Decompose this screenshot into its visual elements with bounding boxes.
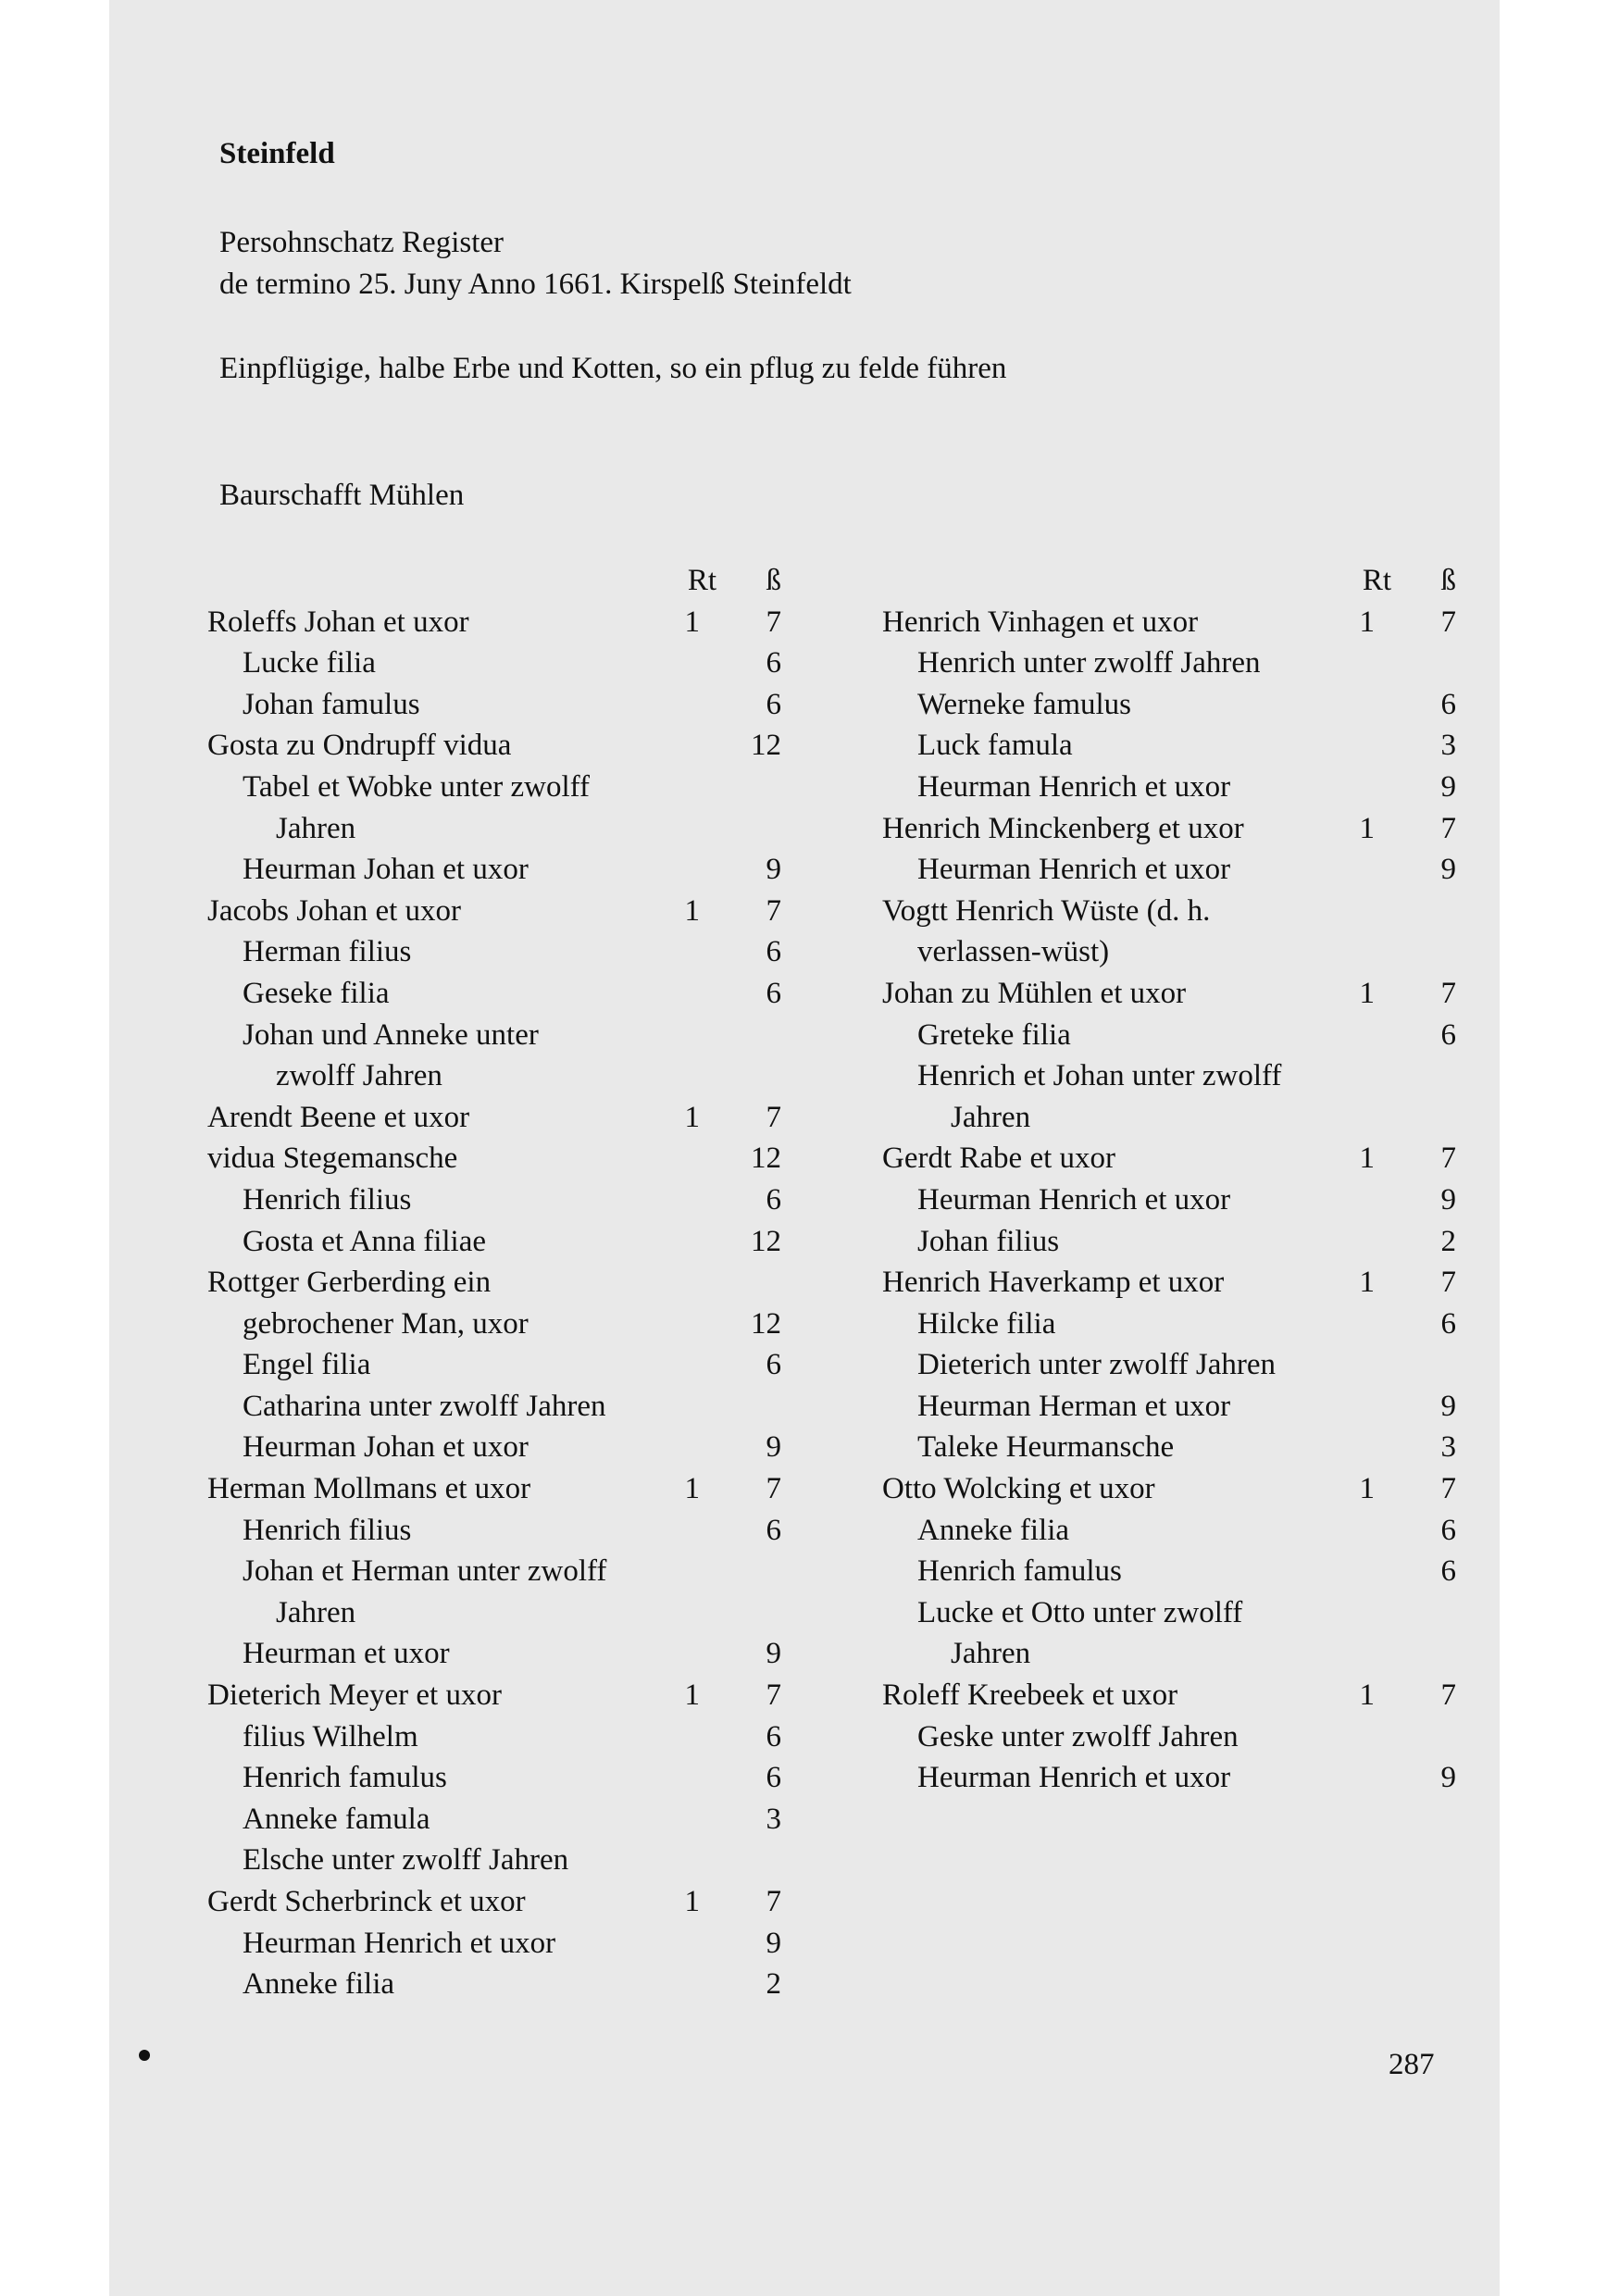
entry-name: Tabel et Wobke unter zwolff: [243, 769, 591, 804]
register-row: [207, 849, 781, 891]
schilling-value: 7: [1440, 1266, 1456, 1300]
register-row: [882, 602, 1456, 643]
schilling-value: 9: [1440, 1389, 1456, 1423]
entry-name: Heurman Johan et uxor: [243, 853, 529, 887]
entry-name: Henrich filius: [243, 1513, 412, 1547]
schilling-value: 7: [1440, 1678, 1456, 1713]
register-row: [882, 1757, 1456, 1799]
entry-name: Heurman et uxor: [243, 1637, 450, 1671]
schilling-value: 6: [766, 1513, 781, 1547]
register-row: [882, 767, 1456, 808]
register-row: [207, 1262, 781, 1304]
register-row: [207, 602, 781, 643]
register-row: [207, 1468, 781, 1510]
register-row: [882, 1468, 1456, 1510]
schilling-value: 6: [766, 1761, 781, 1795]
schilling-value: 6: [1440, 1306, 1456, 1341]
column-header: [882, 560, 1456, 602]
entry-name: Johan et Herman unter zwolff: [243, 1554, 607, 1589]
register-row: [207, 1221, 781, 1263]
page-number: 287: [1389, 2048, 1435, 2081]
entry-name: Henrich unter zwolff Jahren: [917, 646, 1261, 680]
schilling-value: 9: [766, 853, 781, 887]
schilling-header: ß: [766, 564, 781, 597]
entry-name: Henrich Minckenberg et uxor: [882, 811, 1244, 845]
entry-name: Elsche unter zwolff Jahren: [243, 1843, 569, 1878]
entry-name: Jahren: [951, 1100, 1031, 1134]
register-row: [882, 1344, 1456, 1386]
register-row: [882, 643, 1456, 684]
schilling-value: 12: [751, 1224, 781, 1258]
register-row: [207, 684, 781, 726]
entry-name: Anneke famula: [243, 1802, 430, 1836]
register-row: [882, 1015, 1456, 1056]
schilling-value: 6: [1440, 1017, 1456, 1052]
entry-name: Heurman Henrich et uxor: [917, 853, 1231, 887]
schilling-value: 7: [1440, 605, 1456, 639]
rt-value: 1: [684, 1100, 700, 1134]
schilling-value: 12: [751, 1306, 781, 1341]
rt-value: 1: [1359, 976, 1375, 1010]
register-row: [882, 1179, 1456, 1221]
rt-value: 1: [1359, 811, 1375, 845]
entry-name: vidua Stegemansche: [207, 1142, 458, 1176]
rt-value: 1: [1359, 605, 1375, 639]
entry-name: filius Wilhelm: [243, 1719, 418, 1753]
register-row: [207, 1138, 781, 1179]
entry-name: Luck famula: [917, 729, 1073, 763]
register-row: [882, 1551, 1456, 1592]
register-row: [882, 1716, 1456, 1758]
register-row: [882, 1221, 1456, 1263]
register-row: [207, 1427, 781, 1468]
schilling-value: 2: [1440, 1224, 1456, 1258]
register-row: [882, 1386, 1456, 1428]
schilling-value: 2: [766, 1967, 781, 2002]
schilling-value: 9: [766, 1430, 781, 1465]
register-row: [207, 1840, 781, 1881]
entry-name: Gosta et Anna filiae: [243, 1224, 487, 1258]
schilling-value: 7: [1440, 1472, 1456, 1506]
page-heading: Steinfeld: [219, 137, 335, 170]
schilling-value: 6: [766, 1348, 781, 1382]
section-title: Baurschafft Mühlen: [219, 479, 465, 512]
register-row: [882, 1138, 1456, 1179]
register-row: [207, 1964, 781, 2005]
entry-name: Anneke filia: [917, 1513, 1070, 1547]
schilling-value: 9: [1440, 1761, 1456, 1795]
rt-value: 1: [684, 1472, 700, 1506]
register-row: [882, 1427, 1456, 1468]
schilling-value: 9: [766, 1637, 781, 1671]
schilling-value: 7: [766, 1885, 781, 1918]
schilling-value: 6: [1440, 1513, 1456, 1547]
rt-header: Rt: [687, 564, 716, 597]
entry-name: Johan zu Mühlen et uxor: [882, 976, 1187, 1010]
register-row: [207, 725, 781, 767]
entry-name: Roleffs Johan et uxor: [207, 605, 469, 639]
register-row: [207, 973, 781, 1015]
register-row: [207, 1592, 781, 1634]
schilling-value: 3: [1440, 1430, 1456, 1465]
register-row: [882, 1633, 1456, 1675]
register-row: [207, 1757, 781, 1799]
entry-name: Henrich famulus: [917, 1554, 1122, 1589]
register-row: [207, 1675, 781, 1716]
entry-name: Heurman Henrich et uxor: [917, 1761, 1231, 1795]
register-row: [882, 1304, 1456, 1345]
register-row: [882, 1675, 1456, 1716]
register-row: [207, 1510, 781, 1552]
register-row: [207, 643, 781, 684]
entry-name: Engel filia: [243, 1348, 371, 1382]
rt-value: 1: [1359, 1142, 1375, 1176]
register-row: [882, 1592, 1456, 1634]
right-column: [882, 560, 1456, 1799]
entry-name: Dieterich unter zwolff Jahren: [917, 1348, 1276, 1382]
register-row: [882, 808, 1456, 850]
entry-name: Werneke famulus: [917, 687, 1131, 721]
register-title: Persohnschatz Register: [219, 226, 505, 259]
register-row: [207, 1304, 781, 1345]
register-row: [882, 1055, 1456, 1097]
entry-name: Henrich filius: [243, 1182, 412, 1217]
register-row: [207, 767, 781, 808]
entry-name: Lucke filia: [243, 646, 376, 680]
entry-name: Johan filius: [917, 1224, 1060, 1258]
register-row: [207, 1015, 781, 1056]
register-row: [207, 1179, 781, 1221]
entry-name: Henrich Vinhagen et uxor: [882, 605, 1199, 639]
entry-name: Henrich Haverkamp et uxor: [882, 1266, 1225, 1300]
entry-name: Dieterich Meyer et uxor: [207, 1678, 502, 1713]
entry-name: gebrochener Man, uxor: [243, 1306, 529, 1341]
schilling-value: 9: [1440, 853, 1456, 887]
left-column: [207, 560, 781, 2005]
schilling-value: 12: [751, 1142, 781, 1176]
schilling-value: 6: [766, 687, 781, 721]
schilling-value: 6: [766, 646, 781, 680]
entry-name: Johan famulus: [243, 687, 420, 721]
register-row: [882, 725, 1456, 767]
entry-name: Roleff Kreebeek et uxor: [882, 1678, 1178, 1713]
schilling-value: 7: [766, 1472, 781, 1506]
entry-name: Henrich et Johan unter zwolff: [917, 1059, 1282, 1093]
entry-name: verlassen-wüst): [917, 935, 1110, 969]
register-row: [207, 1344, 781, 1386]
entry-name: Jahren: [276, 811, 356, 845]
schilling-value: 6: [766, 976, 781, 1010]
schilling-value: 7: [766, 605, 781, 639]
entry-name: Jahren: [951, 1637, 1031, 1671]
entry-name: Gosta zu Ondrupff vidua: [207, 729, 512, 763]
rt-header: Rt: [1362, 564, 1391, 597]
register-row: [207, 1633, 781, 1675]
schilling-value: 9: [1440, 769, 1456, 804]
register-row: [207, 931, 781, 973]
entry-name: Johan und Anneke unter: [243, 1017, 539, 1052]
schilling-value: 7: [1440, 976, 1456, 1010]
register-row: [207, 1097, 781, 1139]
schilling-value: 7: [1440, 1142, 1456, 1176]
entry-name: Arendt Beene et uxor: [207, 1100, 470, 1134]
register-row: [207, 891, 781, 932]
register-row: [207, 1799, 781, 1841]
entry-name: Anneke filia: [243, 1967, 395, 2002]
entry-name: Heurman Herman et uxor: [917, 1389, 1231, 1423]
entry-name: Heurman Henrich et uxor: [917, 769, 1231, 804]
entry-name: Gerdt Rabe et uxor: [882, 1142, 1115, 1176]
rt-value: 1: [1359, 1678, 1375, 1713]
register-category: Einpflügige, halbe Erbe und Kotten, so ein pflug zu felde führen: [219, 352, 1007, 385]
print-mark: [139, 2050, 150, 2061]
entry-name: Geske unter zwolff Jahren: [917, 1719, 1239, 1753]
register-row: [882, 931, 1456, 973]
schilling-value: 7: [1440, 811, 1456, 845]
schilling-value: 9: [766, 1926, 781, 1960]
schilling-header: ß: [1440, 564, 1456, 597]
rt-value: 1: [1359, 1472, 1375, 1506]
entry-name: Catharina unter zwolff Jahren: [243, 1389, 606, 1423]
entry-name: Gerdt Scherbrinck et uxor: [207, 1885, 526, 1918]
register-row: [882, 684, 1456, 726]
entry-name: Lucke et Otto unter zwolff: [917, 1595, 1243, 1629]
entry-name: Greteke filia: [917, 1017, 1071, 1052]
register-row: [882, 1262, 1456, 1304]
entry-name: Geseke filia: [243, 976, 390, 1010]
entry-name: Herman filius: [243, 935, 412, 969]
entry-name: Otto Wolcking et uxor: [882, 1472, 1155, 1506]
register-row: [207, 808, 781, 850]
schilling-value: 6: [1440, 1554, 1456, 1589]
entry-name: Heurman Henrich et uxor: [243, 1926, 556, 1960]
rt-value: 1: [684, 605, 700, 639]
register-row: [882, 891, 1456, 932]
schilling-value: 6: [766, 935, 781, 969]
rt-value: 1: [1359, 1266, 1375, 1300]
register-row: [882, 849, 1456, 891]
schilling-value: 3: [1440, 729, 1456, 763]
register-row: [207, 1881, 781, 1923]
entry-name: zwolff Jahren: [276, 1059, 442, 1093]
schilling-value: 9: [1440, 1182, 1456, 1217]
register-date: de termino 25. Juny Anno 1661. Kirspelß Steinfeldt: [219, 268, 852, 301]
schilling-value: 12: [751, 729, 781, 763]
schilling-value: 7: [766, 1678, 781, 1713]
register-row: [207, 1716, 781, 1758]
entry-name: Jahren: [276, 1595, 356, 1629]
entry-name: Hilcke filia: [917, 1306, 1056, 1341]
schilling-value: 6: [1440, 687, 1456, 721]
schilling-value: 6: [766, 1182, 781, 1217]
entry-name: Heurman Henrich et uxor: [917, 1182, 1231, 1217]
entry-name: Rottger Gerberding ein: [207, 1266, 492, 1300]
column-header: [207, 560, 781, 602]
rt-value: 1: [684, 893, 700, 928]
rt-value: 1: [684, 1885, 700, 1918]
entry-name: Vogtt Henrich Wüste (d. h.: [882, 893, 1211, 928]
entry-name: Taleke Heurmansche: [917, 1430, 1175, 1465]
register-row: [207, 1055, 781, 1097]
register-row: [207, 1923, 781, 1965]
register-row: [882, 1097, 1456, 1139]
schilling-value: 7: [766, 1100, 781, 1134]
register-row: [882, 973, 1456, 1015]
register-row: [207, 1551, 781, 1592]
register-row: [882, 1510, 1456, 1552]
schilling-value: 3: [766, 1802, 781, 1836]
rt-value: 1: [684, 1678, 700, 1713]
entry-name: Henrich famulus: [243, 1761, 447, 1795]
entry-name: Herman Mollmans et uxor: [207, 1472, 531, 1506]
entry-name: Heurman Johan et uxor: [243, 1430, 529, 1465]
schilling-value: 7: [766, 893, 781, 928]
entry-name: Jacobs Johan et uxor: [207, 893, 462, 928]
schilling-value: 6: [766, 1719, 781, 1753]
register-row: [207, 1386, 781, 1428]
